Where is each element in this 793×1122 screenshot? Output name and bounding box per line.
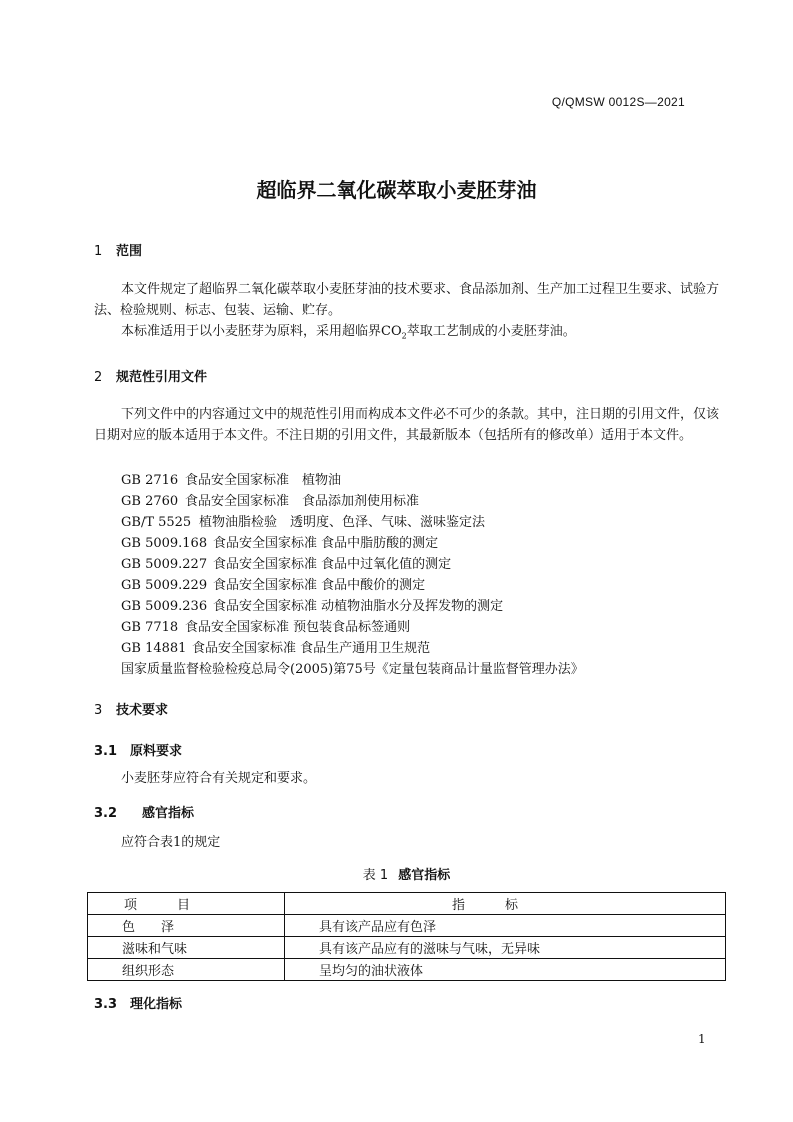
- reference-name: 食品安全国家标准 植物油: [185, 473, 342, 488]
- section-3-2-heading: [94, 802, 194, 821]
- section-title: 感官指标: [142, 806, 195, 821]
- reference-code: GB 5009.236: [121, 599, 208, 614]
- reference-name: 食品安全国家标准 动植物油脂水分及挥发物的测定: [213, 599, 504, 614]
- reference-name: 食品安全国家标准 食品生产通用卫生规范: [192, 641, 431, 656]
- reference-item: [121, 637, 430, 656]
- table-caption: [0, 864, 793, 883]
- reference-name: 食品安全国家标准 食品中过氧化值的测定: [213, 557, 452, 572]
- section-2-heading: [94, 366, 207, 385]
- table-cell-item: 滋味和气味: [88, 937, 285, 959]
- reference-item: [121, 595, 503, 614]
- raw-material-text: 小麦胚芽应符合有关规定和要求。: [121, 771, 317, 786]
- scope-paragraph: 本文件规定了超临界二氧化碳萃取小麦胚芽油的技术要求、食品添加剂、生产加工过程卫生要求、试验方法、检验规则、标志、包装、运输、贮存。: [94, 282, 720, 318]
- reference-name: 植物油脂检验 透明度、色泽、气味、滋味鉴定法: [199, 515, 486, 530]
- table-title: 感官指标: [398, 868, 451, 883]
- reference-code: GB 14881: [121, 641, 187, 656]
- section-number: 1: [94, 244, 103, 259]
- table-cell-value: 呈均匀的油状液体: [285, 959, 726, 981]
- table-cell-value: 具有该产品应有的滋味与气味，无异味: [285, 937, 726, 959]
- section-1-heading: [94, 240, 142, 259]
- reference-code: GB 7718: [121, 620, 179, 635]
- document-code: Q/QMSW 0012S—2021: [551, 95, 685, 109]
- scope-applicability-paragraph: [121, 321, 576, 347]
- table-number: 表 1: [362, 868, 389, 883]
- table-cell-value: 具有该产品应有色泽: [285, 915, 726, 937]
- sensory-table: [87, 892, 726, 981]
- header-item: 项目: [88, 893, 285, 915]
- reference-item: [121, 490, 419, 509]
- reference-code: GB 5009.229: [121, 578, 208, 593]
- sensory-intro-text: 应符合表1的规定: [121, 835, 221, 850]
- table-row: [88, 915, 726, 937]
- table-cell-item: 组织形态: [88, 959, 285, 981]
- reference-item: [121, 616, 410, 635]
- reference-item: [121, 469, 341, 488]
- text-part: 萃取工艺制成的小麦胚芽油。: [406, 324, 576, 339]
- table-header-row: [88, 893, 726, 915]
- reference-code: GB 5009.227: [121, 557, 208, 572]
- reference-decree: 国家质量监督检验检疫总局令(2005)第75号《定量包装商品计量监督管理办法》: [121, 662, 584, 677]
- section-3-1-heading: [94, 740, 182, 759]
- section-number: 3.3: [94, 997, 118, 1012]
- reference-code: GB 2716: [121, 473, 179, 488]
- reference-item: [121, 511, 485, 530]
- section-title: 技术要求: [116, 703, 169, 718]
- reference-item: [121, 574, 425, 593]
- reference-name: 食品安全国家标准 预包装食品标签通则: [185, 620, 411, 635]
- reference-code: GB/T 5525: [121, 515, 192, 530]
- section-title: 范围: [116, 244, 143, 259]
- section-number: 3.1: [94, 744, 118, 759]
- reference-code: GB 2760: [121, 494, 179, 509]
- table-cell-item: 色泽: [88, 915, 285, 937]
- reference-name: 食品安全国家标准 食品添加剂使用标准: [185, 494, 420, 509]
- subscript: 2: [401, 331, 407, 341]
- reference-code: GB 5009.168: [121, 536, 208, 551]
- section-3-3-heading: [94, 993, 182, 1012]
- section-title: 理化指标: [130, 997, 183, 1012]
- table-row: [88, 959, 726, 981]
- normative-references-intro: 下列文件中的内容通过文中的规范性引用而构成本文件必不可少的条款。其中，注日期的引用文件，仅该日期对应的版本适用于本文件。不注日期的引用文件，其最新版本（包括所有的修改单）适用于本文件。: [94, 407, 720, 443]
- section-number: 2: [94, 370, 103, 385]
- reference-item: [121, 553, 451, 572]
- section-number: 3: [94, 703, 103, 718]
- header-indicator: 指标: [285, 893, 726, 915]
- reference-name: 食品安全国家标准 食品中脂肪酸的测定: [213, 536, 439, 551]
- section-3-heading: [94, 699, 168, 718]
- reference-item: [121, 532, 438, 551]
- reference-name: 食品安全国家标准 食品中酸价的测定: [213, 578, 426, 593]
- text-part: 本标准适用于以小麦胚芽为原料，采用超临界CO: [121, 324, 402, 339]
- section-number: 3.2: [94, 806, 118, 821]
- section-title: 原料要求: [130, 744, 183, 759]
- page-number: 1: [698, 1032, 706, 1046]
- section-title: 规范性引用文件: [116, 370, 208, 385]
- table-row: [88, 937, 726, 959]
- document-title: 超临界二氧化碳萃取小麦胚芽油: [256, 178, 537, 202]
